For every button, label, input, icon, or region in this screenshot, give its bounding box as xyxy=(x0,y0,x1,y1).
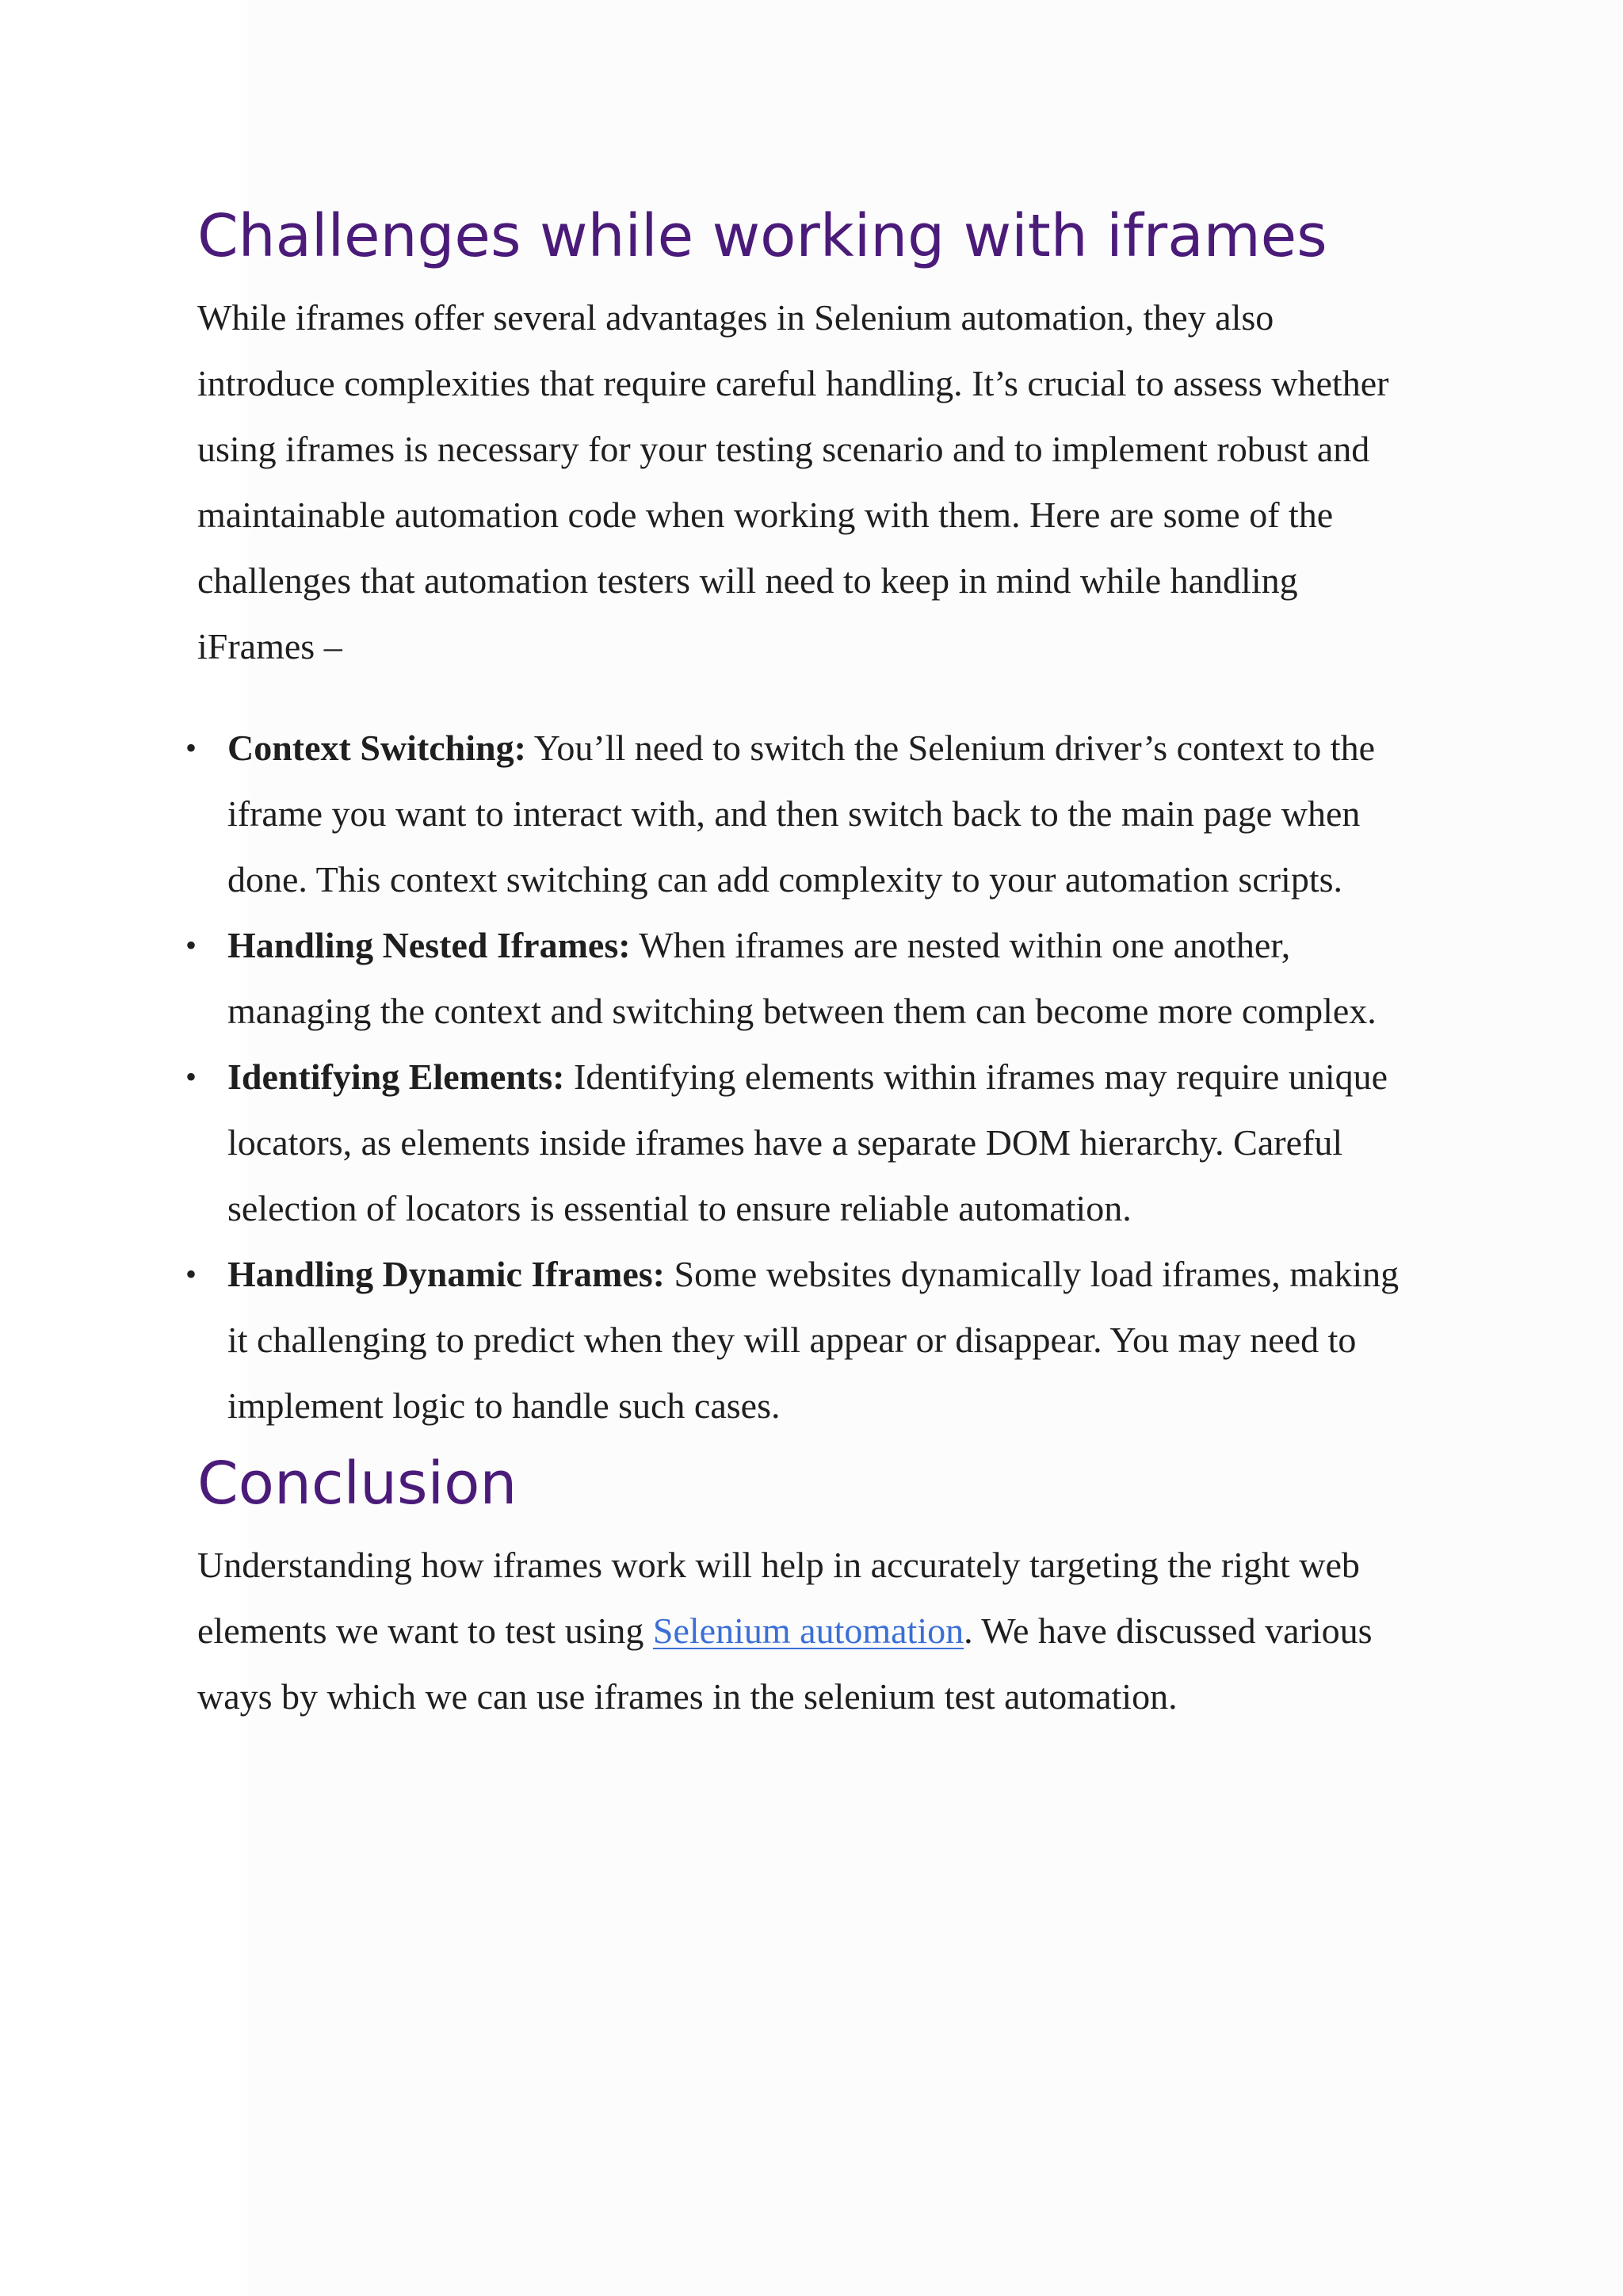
section-heading-challenges: Challenges while working with iframes xyxy=(197,202,1327,270)
intro-paragraph: While iframes offer several advantages in Selenium automation, they also introduce complexities that require careful handling. It’s crucial to assess whether using iframes is necessary for your testing scenario and to implement robust and maintainable automation code when working with them. Here are some of the challenges that automation testers will need to keep in mind while handling iFrames – xyxy=(197,297,1389,667)
bullet-icon: • xyxy=(185,927,197,963)
list-item-text: When iframes are nested within one another, managing the context and switching between them can become more complex. xyxy=(227,925,1377,1031)
bullet-icon: • xyxy=(185,1059,197,1095)
list-item xyxy=(161,715,1418,912)
list-item-text: Identifying elements within iframes may require unique locators, as elements inside iframes have a separate DOM hierarchy. Careful selection of locators is essential to ensure reliable automation. xyxy=(227,1056,1388,1228)
conclusion-paragraph xyxy=(197,1532,1418,1729)
selenium-automation-link[interactable]: Selenium automation xyxy=(652,1610,964,1651)
list-item-label: Handling Nested Iframes: xyxy=(227,925,631,965)
list-item-text: You’ll need to switch the Selenium driver’s context to the iframe you want to interact with, and then switch back to the main page when done. This context switching can add complexity to your automation scripts. xyxy=(227,728,1376,900)
list-item-label: Identifying Elements: xyxy=(227,1056,565,1097)
list-item xyxy=(161,1241,1418,1438)
page-content xyxy=(185,193,1418,1729)
bullet-icon: • xyxy=(185,1256,197,1292)
list-item-text: Some websites dynamically load iframes, making it challenging to predict when they will appear or disappear. You may need to implement logic to handle such cases. xyxy=(227,1254,1400,1426)
challenges-list xyxy=(161,715,1418,1438)
list-item-label: Handling Dynamic Iframes: xyxy=(227,1254,665,1294)
conclusion-text-before-link: Understanding how iframes work will help in accurately targeting the right web elements we want to test using xyxy=(197,1545,1360,1651)
list-item xyxy=(161,912,1418,1044)
section-heading-conclusion: Conclusion xyxy=(197,1450,517,1518)
list-item-label: Context Switching: xyxy=(227,728,526,768)
bullet-icon: • xyxy=(185,730,197,766)
conclusion-text-after-link: . We have discussed various ways by which we can use iframes in the selenium test automation. xyxy=(197,1610,1373,1717)
list-item xyxy=(161,1044,1418,1241)
